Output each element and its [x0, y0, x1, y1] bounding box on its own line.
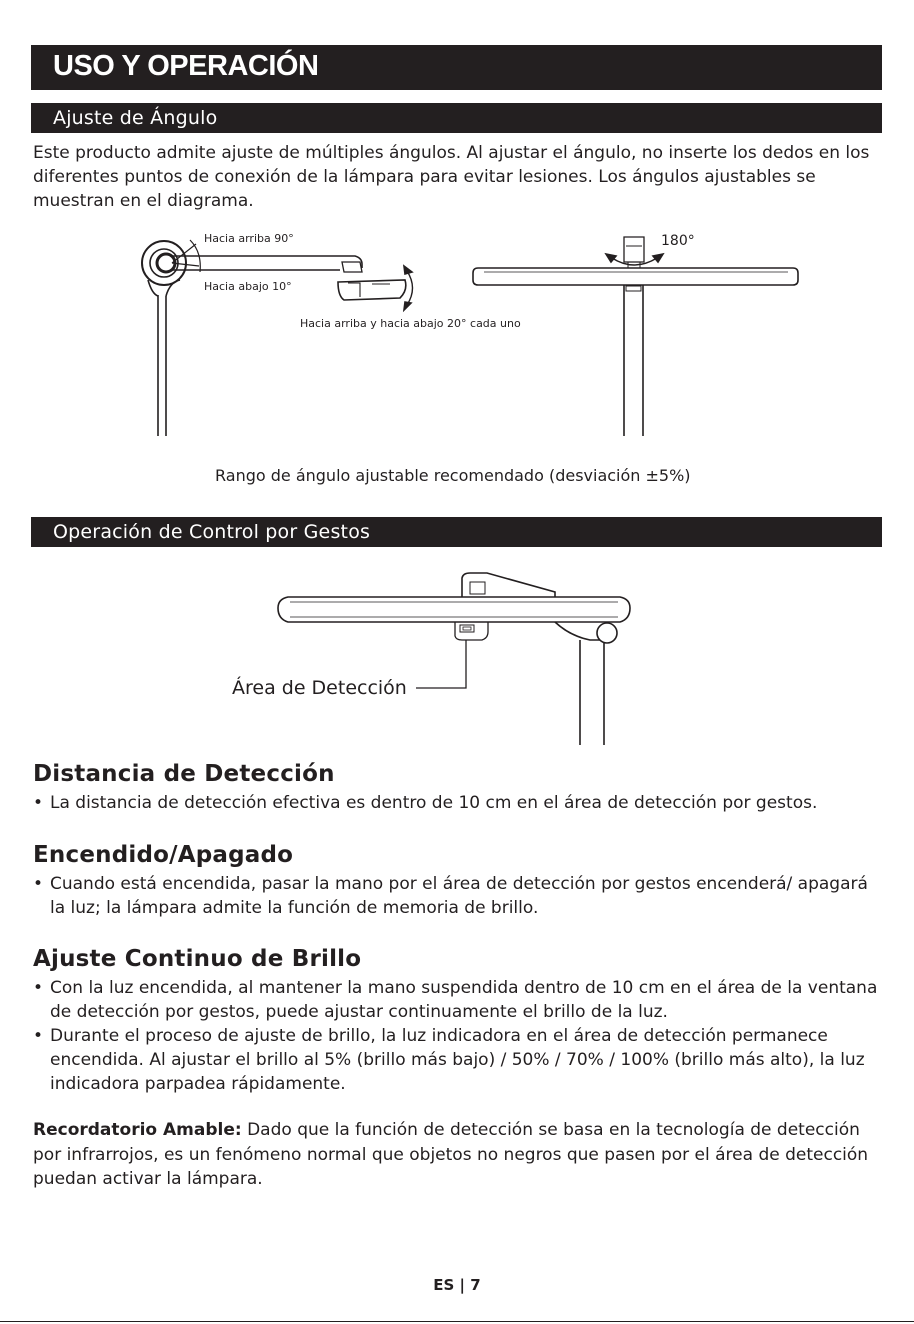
label-down-10: Hacia abajo 10° — [204, 280, 292, 293]
label-rotate-180: 180° — [661, 233, 695, 249]
gesture-diagram — [278, 573, 630, 745]
heading-distance: Distancia de Detección — [33, 761, 335, 787]
section-title-gesture: Operación de Control por Gestos — [53, 521, 371, 543]
list-item: • Cuando está encendida, pasar la mano por el área de detección por gestos encenderá/ apagará la luz; la lámpara admite la función de memoria de brillo. — [33, 872, 888, 920]
distance-list — [33, 791, 888, 815]
heading-power: Encendido/Apagado — [33, 842, 294, 868]
page-title: USO Y OPERACIÓN — [53, 50, 319, 82]
power-list — [33, 872, 888, 920]
reminder-text: Dado que la función de detección se basa en la tecnología de detección por infrarrojos, es un fenómeno normal que objetos no negros que pasen por el área de detección puedan activar la lámpara. — [33, 1120, 869, 1189]
angle-caption: Rango de ángulo ajustable recomendado (desviación ±5%) — [215, 466, 691, 485]
reminder-label: Recordatorio Amable: — [33, 1120, 242, 1140]
label-up-down-20: Hacia arriba y hacia abajo 20° cada uno — [300, 317, 521, 330]
page-number: ES | 7 — [433, 1276, 481, 1294]
label-up-90: Hacia arriba 90° — [204, 232, 294, 245]
list-item: • La distancia de detección efectiva es dentro de 10 cm en el área de detección por gestos. — [33, 791, 888, 815]
section-bar-gesture — [31, 517, 882, 547]
reminder-paragraph — [33, 1118, 883, 1192]
list-item: • Con la luz encendida, al mantener la mano suspendida dentro de 10 cm en el área de la ventana de detección por gestos, puede ajustar continuamente el brillo de la luz. — [33, 976, 888, 1024]
heading-brightness: Ajuste Continuo de Brillo — [33, 946, 362, 972]
section-title-angle: Ajuste de Ángulo — [53, 107, 218, 129]
list-item: • Durante el proceso de ajuste de brillo, la luz indicadora en el área de detección permanece encendida. Al ajustar el brillo al 5% (brillo más bajo) / 50% / 70% / 100% (brillo más alto), la luz indicadora parpadea rápidamente. — [33, 1024, 888, 1096]
brightness-list — [33, 976, 888, 1096]
angle-paragraph: Este producto admite ajuste de múltiples ángulos. Al ajustar el ángulo, no inserte los dedos en los diferentes puntos de conexión de la lámpara para evitar lesiones. Los ángulos ajustables se muestran en el diagrama. — [33, 143, 870, 211]
bottom-divider — [0, 1321, 914, 1322]
detection-area-label: Área de Detección — [232, 677, 407, 699]
